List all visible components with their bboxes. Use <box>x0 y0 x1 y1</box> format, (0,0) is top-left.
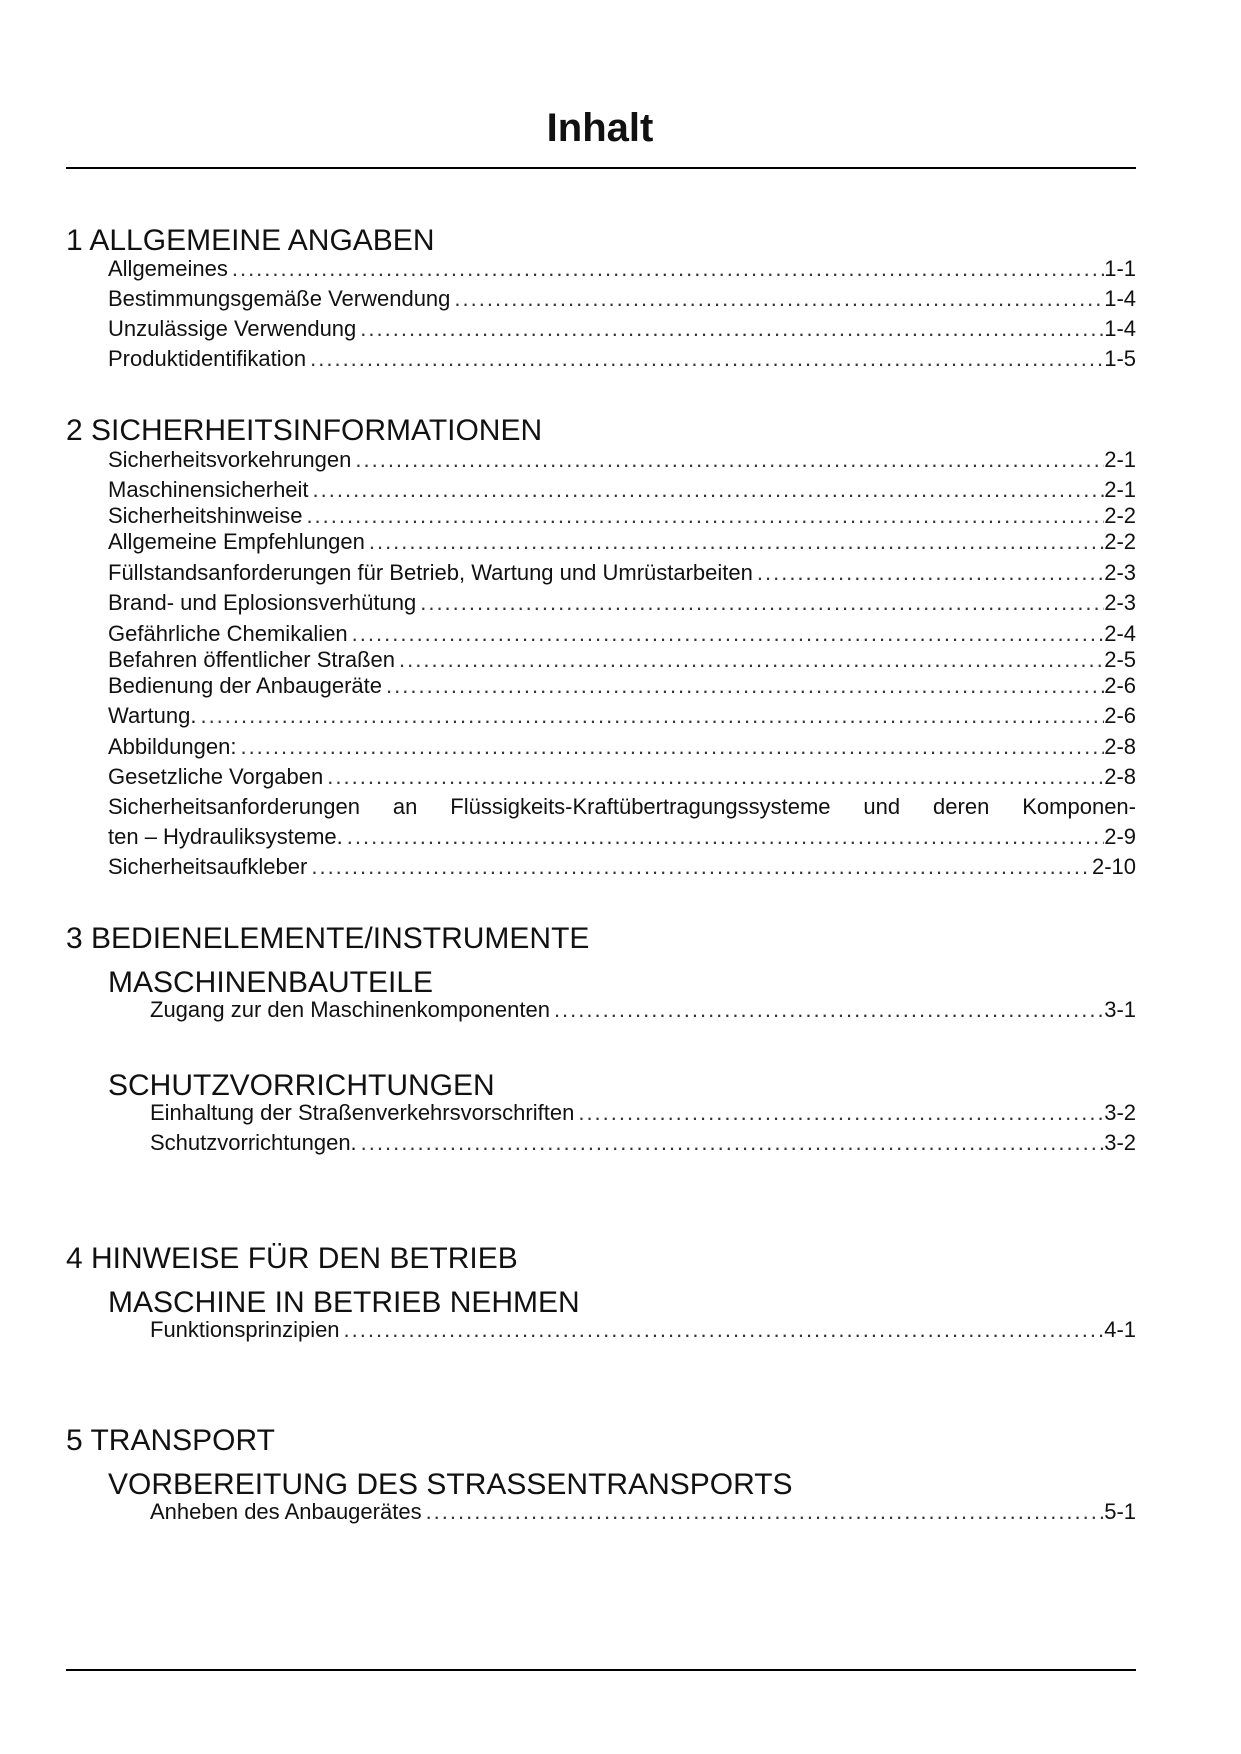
toc-entry-page: 2-6 <box>1104 703 1136 728</box>
section-heading-4: 4 HINWEISE FÜR DEN BETRIEB <box>66 1242 518 1275</box>
toc-entry-page: 1-1 <box>1104 256 1136 281</box>
toc-entry-title: Produktidentifikation <box>108 346 307 371</box>
toc-entry[interactable] <box>108 346 1136 372</box>
toc-entry[interactable] <box>108 673 1136 699</box>
toc-entry-page: 2-3 <box>1104 590 1136 615</box>
toc-entry[interactable] <box>150 1499 1136 1525</box>
toc-entry-page: 2-2 <box>1104 529 1136 554</box>
toc-entry-title: Sicherheitsaufkleber <box>108 854 308 879</box>
toc-entry-page: 2-8 <box>1104 734 1136 759</box>
toc-entry[interactable] <box>108 477 1136 503</box>
toc-entry-page: 2-9 <box>1104 824 1136 849</box>
toc-entry-title: Gefährliche Chemikalien <box>108 621 348 646</box>
dot-leader <box>395 647 1104 673</box>
toc-entry-title: Abbildungen: <box>108 734 237 759</box>
dot-leader <box>416 590 1104 616</box>
dot-leader <box>302 503 1104 529</box>
toc-entry[interactable] <box>108 256 1136 282</box>
toc-entry-page: 5-1 <box>1104 1499 1136 1524</box>
toc-entry-page: 2-4 <box>1104 621 1136 646</box>
toc-entry-page: 2-6 <box>1104 673 1136 698</box>
dot-leader <box>348 621 1105 647</box>
toc-entry[interactable] <box>108 647 1136 673</box>
toc-entry[interactable] <box>108 590 1136 616</box>
toc-entry-title: Wartung. <box>108 703 197 728</box>
dot-leader <box>343 824 1104 850</box>
toc-entry-page: 3-2 <box>1104 1130 1136 1155</box>
toc-entry[interactable] <box>108 286 1136 312</box>
dot-leader <box>307 854 1092 880</box>
dot-leader <box>450 286 1104 312</box>
dot-leader <box>357 1130 1105 1156</box>
subsection-heading: MASCHINE IN BETRIEB NEHMEN <box>108 1286 580 1319</box>
toc-entry[interactable] <box>108 703 1136 729</box>
toc-entry[interactable] <box>108 621 1136 647</box>
toc-entry[interactable] <box>150 1130 1136 1156</box>
toc-entry-page: 2-10 <box>1091 854 1136 879</box>
section-heading-2: 2 SICHERHEITSINFORMATIONEN <box>66 414 543 447</box>
toc-entry-title: Sicherheitshinweise <box>108 503 303 528</box>
subsection-heading: SCHUTZVORRICHTUNGEN <box>108 1069 495 1102</box>
toc-entry[interactable] <box>108 503 1136 529</box>
toc-entry-page: 4-1 <box>1104 1317 1136 1342</box>
toc-entry-page: 3-2 <box>1104 1100 1136 1125</box>
dot-leader <box>365 529 1104 555</box>
dot-leader <box>382 673 1104 699</box>
toc-entry[interactable] <box>108 824 1136 850</box>
toc-entry[interactable] <box>108 316 1136 342</box>
toc-entry[interactable] <box>150 1100 1136 1126</box>
dot-leader <box>574 1100 1104 1126</box>
toc-entry-title: Funktionsprinzipien <box>150 1317 340 1342</box>
toc-entry-wrapped-line[interactable]: Sicherheitsanforderungen an Flüssigkeits-Kraftübertragungssysteme und deren Komponen- <box>108 794 1136 819</box>
toc-entry-title: Schutzvorrichtungen. <box>150 1130 357 1155</box>
toc-entry[interactable] <box>108 447 1136 473</box>
toc-entry-title: Brand- und Eplosionsverhütung <box>108 590 417 615</box>
dot-leader <box>323 764 1104 790</box>
toc-entry-page: 2-5 <box>1104 647 1136 672</box>
toc-entry-page: 2-3 <box>1104 560 1136 585</box>
dot-leader <box>550 997 1104 1023</box>
toc-entry-title: Bestimmungsgemäße Verwendung <box>108 286 451 311</box>
toc-entry[interactable] <box>108 529 1136 555</box>
toc-entry[interactable] <box>108 560 1136 586</box>
dot-leader <box>228 256 1104 282</box>
dot-leader <box>309 477 1105 503</box>
toc-entry-title: Zugang zur den Maschinenkomponenten <box>150 997 550 1022</box>
toc-entry-page: 2-1 <box>1104 447 1136 472</box>
toc-entry-page: 2-2 <box>1104 503 1136 528</box>
toc-entry-page: 1-5 <box>1104 346 1136 371</box>
dot-leader <box>340 1317 1105 1343</box>
toc-entry[interactable] <box>108 764 1136 790</box>
toc-entry-title: ten – Hydrauliksysteme. <box>108 824 343 849</box>
dot-leader <box>196 703 1104 729</box>
toc-entry-title: Unzulässige Verwendung <box>108 316 357 341</box>
toc-entry-title: Gesetzliche Vorgaben <box>108 764 324 789</box>
dot-leader <box>306 346 1104 372</box>
dot-leader <box>236 734 1104 760</box>
dot-leader <box>356 316 1104 342</box>
section-heading-5: 5 TRANSPORT <box>66 1424 275 1457</box>
toc-entry-page: 2-8 <box>1104 764 1136 789</box>
dot-leader <box>753 560 1104 586</box>
toc-entry-page: 1-4 <box>1104 286 1136 311</box>
section-heading-1: 1 ALLGEMEINE ANGABEN <box>66 224 435 257</box>
subsection-heading: VORBEREITUNG DES STRASSENTRANSPORTS <box>108 1468 793 1501</box>
toc-entry[interactable] <box>108 854 1136 880</box>
toc-entry-title: Sicherheitsvorkehrungen <box>108 447 352 472</box>
toc-entry-title: Allgemeines <box>108 256 228 281</box>
toc-entry-page: 1-4 <box>1104 316 1136 341</box>
toc-entry-page: 2-1 <box>1104 477 1136 502</box>
toc-entry-title: Maschinensicherheit <box>108 477 309 502</box>
toc-entry[interactable] <box>150 997 1136 1023</box>
toc-entry-title: Füllstandsanforderungen für Betrieb, Wartung und Umrüstarbeiten <box>108 560 753 585</box>
dot-leader <box>422 1499 1105 1525</box>
toc-entry-title: Allgemeine Empfehlungen <box>108 529 365 554</box>
toc-entry-title: Einhaltung der Straßenverkehrsvorschriften <box>150 1100 575 1125</box>
subsection-heading: MASCHINENBAUTEILE <box>108 966 434 999</box>
toc-entry[interactable] <box>108 734 1136 760</box>
page-title: Inhalt <box>546 106 654 150</box>
toc-entry-page: 3-1 <box>1104 997 1136 1022</box>
dot-leader <box>351 447 1104 473</box>
bottom-divider <box>66 1669 1136 1671</box>
section-heading-3: 3 BEDIENELEMENTE/INSTRUMENTE <box>66 922 590 955</box>
top-divider <box>66 167 1136 169</box>
toc-entry-title: Bedienung der Anbaugeräte <box>108 673 383 698</box>
toc-entry-title: Befahren öffentlicher Straßen <box>108 647 395 672</box>
toc-entry-title: Anheben des Anbaugerätes <box>150 1499 422 1524</box>
toc-entry[interactable] <box>150 1317 1136 1343</box>
